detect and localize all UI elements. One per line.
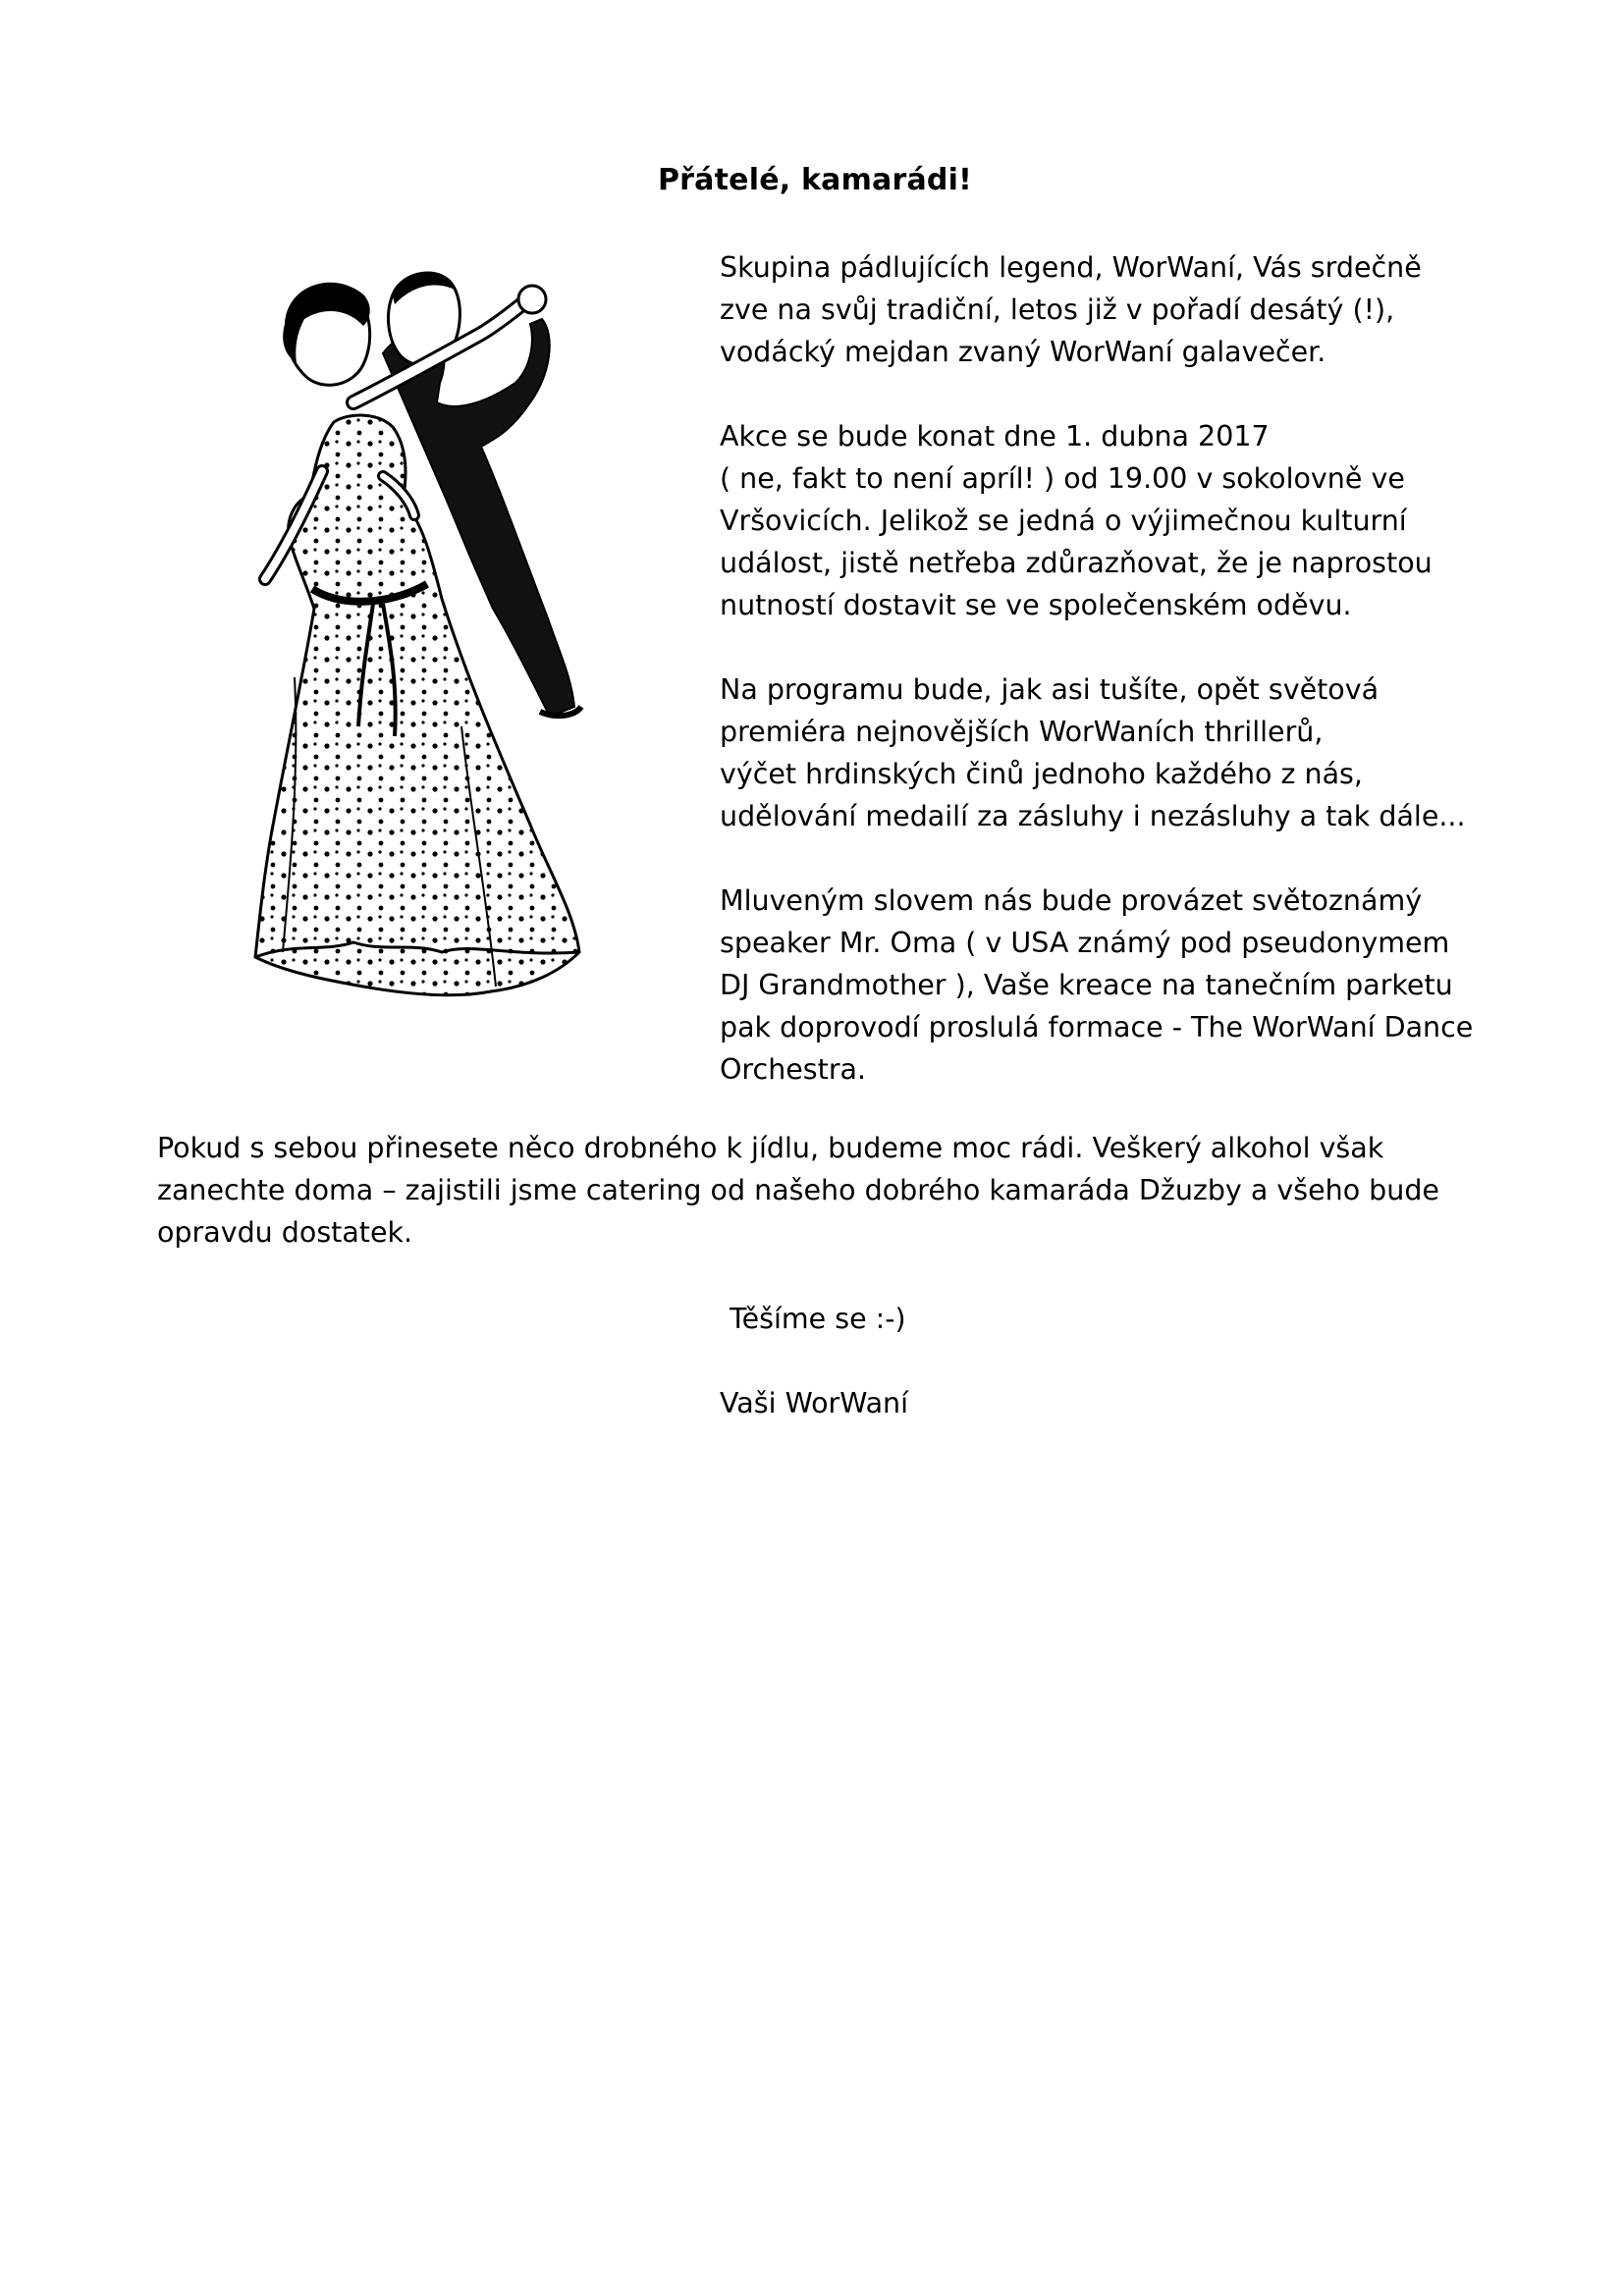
- text-line: zanechte doma – zajistili jsme catering od našeho dobrého kamaráda Džuzby a všeho bude: [157, 1174, 1439, 1206]
- text-line: Pokud s sebou přinesete něco drobného k jídlu, budeme moc rádi. Veškerý alkohol však: [157, 1132, 1384, 1164]
- text-line: pak doprovodí proslulá formace - The WorWaní Dance: [720, 1011, 1474, 1043]
- text-line: Mluveným slovem nás bude provázet světoznámý: [720, 884, 1423, 917]
- text-line: Akce se bude konat dne 1. dubna 2017: [720, 420, 1270, 453]
- text-line: vodácký mejdan zvaný WorWaní galavečer.: [720, 336, 1326, 368]
- paragraph-event-details: [720, 415, 1505, 626]
- text-line: Orchestra.: [720, 1053, 867, 1086]
- text-line: Na programu bude, jak asi tušíte, opět světová: [720, 673, 1380, 706]
- paragraph-host-music: [720, 880, 1505, 1091]
- closing-greeting: Těšíme se :-): [730, 1303, 906, 1335]
- text-line: výčet hrdinských činů jednoho každého z nás,: [720, 758, 1363, 790]
- text-line: zve na svůj tradiční, letos již v pořadí desátý (!),: [720, 294, 1395, 326]
- right-column-text: [720, 246, 1505, 1133]
- text-line: speaker Mr. Oma ( v USA známý pod pseudonymem: [720, 927, 1450, 959]
- text-line: premiéra nejnovějších WorWaních thrillerů,: [720, 716, 1324, 748]
- text-line: opravdu dostatek.: [157, 1216, 413, 1249]
- text-line: ( ne, fakt to není apríl! ) od 19.00 v sokolovně ve: [720, 462, 1405, 495]
- text-line: Vršovicích. Jelikož se jedná o výjimečnou kulturní: [720, 505, 1407, 537]
- paragraph-program: [720, 668, 1505, 837]
- text-line: událost, jistě netřeba zdůrazňovat, že je naprostou: [720, 547, 1433, 579]
- text-line: DJ Grandmother ), Vaše kreace na tanečním parketu: [720, 969, 1453, 1001]
- signature: Vaši WorWaní: [720, 1387, 909, 1419]
- text-line: Skupina pádlujících legend, WorWaní, Vás srdečně: [720, 251, 1422, 284]
- dancing-couple-illustration: [236, 265, 687, 1041]
- text-line: nutností dostavit se ve společenském oděvu.: [720, 589, 1352, 621]
- text-line: udělování medailí za zásluhy i nezásluhy a tak dále...: [720, 800, 1466, 832]
- paragraph-invitation: [720, 246, 1505, 373]
- page-title: Přátelé, kamarádi!: [658, 163, 972, 197]
- paragraph-food-note: [157, 1127, 1492, 1254]
